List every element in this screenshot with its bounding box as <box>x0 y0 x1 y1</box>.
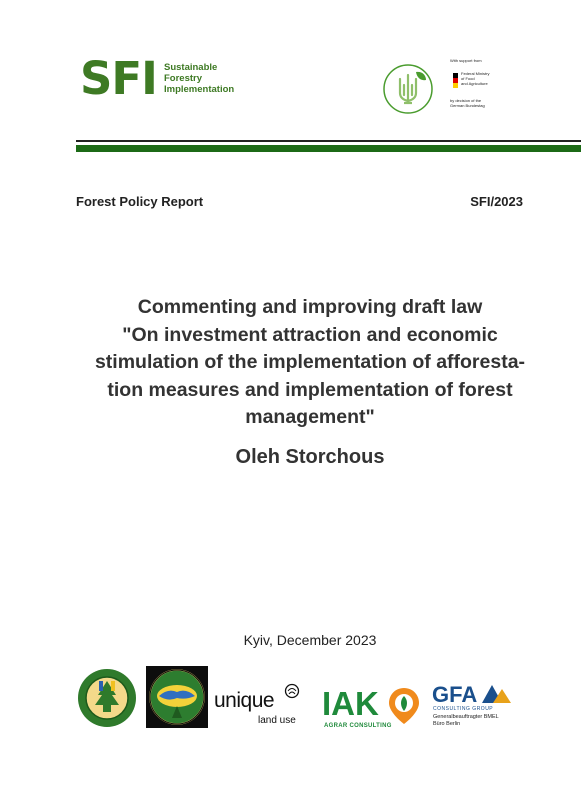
sfi-subtitle-line: Sustainable <box>164 62 218 73</box>
gfa-triangle-icon <box>482 683 512 705</box>
title-line: management" <box>245 406 375 428</box>
ukraine-trident-emblem <box>382 63 434 115</box>
unique-subtitle: land use <box>258 715 296 726</box>
author-name: Oleh Storchous <box>235 446 385 468</box>
unique-wordmark: unique <box>214 689 275 712</box>
sfi-subtitle-line: Forestry <box>164 73 203 84</box>
gfa-wordmark: GFA <box>432 682 478 707</box>
report-title <box>80 294 540 432</box>
title-line: stimulation of the implementation of afforesta- <box>94 351 526 373</box>
report-number: SFI/2023 <box>470 194 523 209</box>
ministry-note-line: by decision of the <box>450 98 482 103</box>
german-flag-icon <box>453 73 458 88</box>
title-line: Commenting and improving draft law <box>137 296 483 318</box>
gfa-subtitle: CONSULTING GROUP <box>433 706 494 712</box>
ministry-name-line: of Food <box>461 76 475 81</box>
iak-location-pin-icon <box>386 686 422 726</box>
header-rule-thick <box>76 145 581 152</box>
iak-agrar-consulting-logo <box>320 686 430 734</box>
sfi-logo <box>80 52 250 105</box>
iak-wordmark: IAK <box>322 685 379 722</box>
unique-swirl-icon <box>284 683 300 701</box>
ministry-name-line: Federal Ministry <box>461 71 490 76</box>
report-type: Forest Policy Report <box>76 194 204 209</box>
ministry-support-label: With support from <box>450 58 482 63</box>
header-rule-thin <box>76 140 581 142</box>
gfa-note-line: Büro Berlin <box>433 721 461 727</box>
ministry-note-line: German Bundestag <box>450 103 485 108</box>
sfi-subtitle-line: Implementation <box>164 84 235 95</box>
ministry-name-line: and Agriculture <box>461 81 488 86</box>
title-line: tion measures and implementation of forest <box>107 378 513 401</box>
ministry-support-block <box>450 58 518 114</box>
forest-agency-seal <box>76 667 138 729</box>
place-date: Kyiv, December 2023 <box>243 632 377 648</box>
sfi-mark: SFI <box>80 52 157 105</box>
iak-subtitle: AGRAR CONSULTING <box>324 723 392 729</box>
forestry-association-seal <box>146 666 208 728</box>
gfa-consulting-logo <box>432 683 514 735</box>
title-line: "On investment attraction and economic <box>122 323 498 346</box>
sfi-subtitle <box>164 62 234 95</box>
unique-land-use-logo <box>214 683 314 733</box>
gfa-note-line: Generalbeauftragter BMEL <box>433 714 499 720</box>
